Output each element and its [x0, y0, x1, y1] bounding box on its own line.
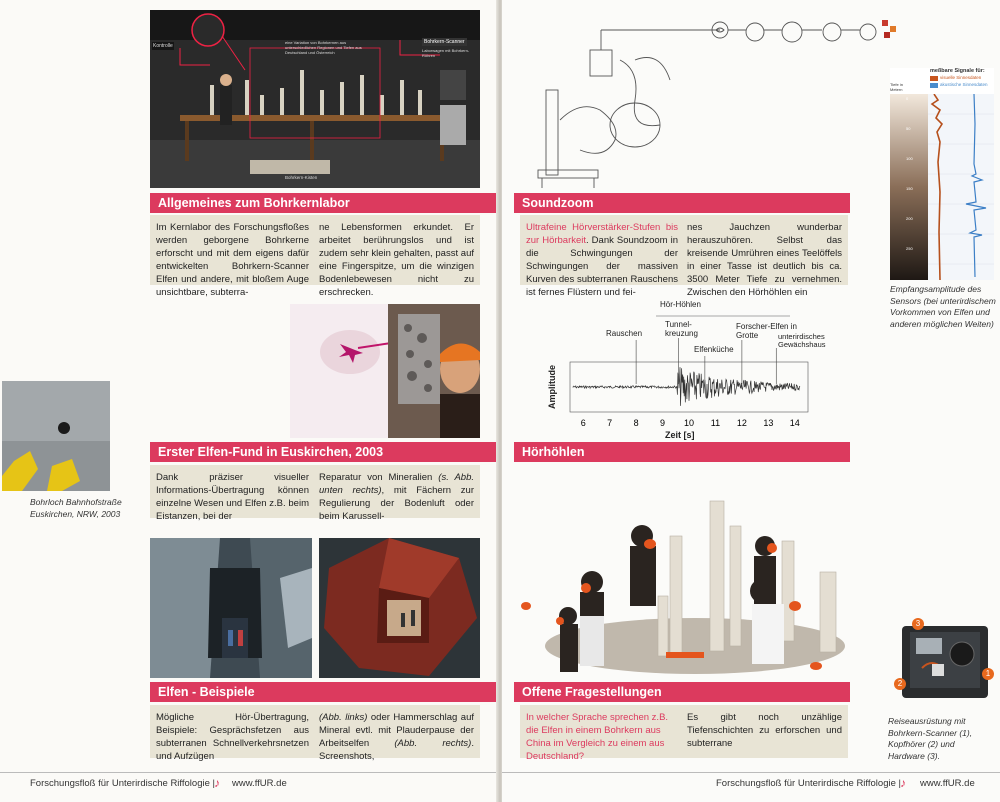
elfen-fund-col2-a: Reparatur von Mineralien	[319, 472, 439, 483]
amplitude-chart	[520, 298, 840, 443]
sensor-panel	[890, 68, 994, 280]
chart-annotation-elfenkueche: Elfenküche	[694, 345, 734, 354]
soundzoom-col1-rest: . Dank Soundzoom in die Schwingungen der Schwingungen der massiven Kurven des subterranen Rauschens ist fernes Flüstern und fei-	[526, 235, 678, 298]
x-tick-label: 7	[607, 418, 613, 428]
soundzoom-col2: nes Jauchzen wunderbar herauszuhören. Selbst das kreisende Umrühren eines Teelöffels in einer Tasse ist deutlich bis ca. 3500 Meter Tiefe zu vernehmen. Zwischen den Hörhöhlen ein	[687, 222, 842, 298]
equipment-badge-1: 1	[982, 668, 994, 680]
elfen-beispiele-col1: Mögliche Hör-Übertragung, Beispiele: Gesprächsfetzen aus subterranen Schnellverkehrsnetzen und Aufzügen	[156, 712, 309, 762]
x-ticks	[581, 418, 800, 428]
sensor-legend-visual-swatch	[930, 76, 938, 81]
lab-photo	[150, 10, 480, 188]
sensor-title: meßbare Signale für:	[930, 68, 985, 74]
sensor-tick: 150	[906, 186, 913, 191]
ice-tunnel-drawing	[150, 538, 312, 678]
sensor-tick: 250	[906, 246, 913, 251]
chart-annotation-tunnelkreuzung: Tunnel-kreuzung	[665, 320, 698, 338]
sensor-depth-label: Tiefe in Metern	[890, 82, 903, 92]
elfen-beispiele-col2	[319, 711, 474, 763]
soundzoom-col1-highlight: Ultrafeine Hörverstärker-Stufen bis zur Hörbarkeit	[526, 222, 678, 246]
sound-sketch	[520, 10, 900, 188]
mineral-drawing	[319, 538, 480, 678]
elf-find-photo	[290, 304, 480, 438]
chart-ylabel: Amplitude	[547, 365, 557, 409]
sensor-tick: 100	[906, 156, 913, 161]
sensor-legend-acoustic-swatch	[930, 83, 938, 88]
bohrkernlabor-col1: Im Kernlabor des Forschungsfloßes werden geborgene Bohrkerne erforscht und mit dem eigens dafür entwickelten Bohrkern-Scanner Elfen und andere, mit bloßem Auge unsichtbare, subterra-	[156, 222, 309, 298]
elfen-fund-col2	[319, 471, 474, 523]
offene-fragestellungen-col2: Es gibt noch unzählige Tiefenschichten zu erforschen und subterrane	[687, 712, 842, 749]
footer-logo-icon-right: ♪	[900, 776, 906, 790]
lab-label-bottom: Bohrkern-Kisten	[285, 175, 318, 180]
lab-label-center: eine Variation von Bohrkernen aus unterschiedlichen Regionen und Tiefen aus Deutschland und Österreich	[285, 40, 362, 55]
sensor-legend-visual: visuelle Sinnesdaten	[940, 75, 982, 80]
footer-name-left: Forschungsfloß für Unterirdische Riffologie |	[30, 778, 215, 789]
borehole-photo	[2, 381, 110, 491]
borehole-drawing	[2, 381, 110, 491]
x-tick-label: 12	[736, 418, 747, 428]
x-tick-label: 14	[789, 418, 800, 428]
chart-group-label: Hör-Höhlen	[660, 300, 701, 309]
x-tick-label: 11	[710, 418, 721, 428]
equipment-badge-2: 2	[894, 678, 906, 690]
section-title-offene-fragestellungen: Offene Fragestellungen	[514, 682, 850, 702]
bohrkernlabor-col2: ne Lebensformen erkundet. Er arbeitet berührungslos und ist zudem sehr klein gehalten, passt auf eine Fingerspitze, um die winzigen Bodenlebewesen nicht zu erschrecken.	[319, 222, 474, 298]
chart-xlabel: Zeit [s]	[665, 430, 695, 440]
elf-find-drawing	[290, 304, 480, 438]
footer-url-left[interactable]: www.ffUR.de	[232, 778, 287, 789]
mineral-photo	[319, 538, 480, 678]
left-page	[0, 0, 498, 802]
group-photo	[520, 496, 846, 676]
sensor-tick: 0	[906, 96, 909, 101]
section-title-elfen-beispiele: Elfen - Beispiele	[150, 682, 498, 702]
soundzoom-col1	[526, 221, 678, 299]
group-photo-drawing	[520, 496, 846, 676]
equipment-photo	[892, 618, 996, 704]
elfen-beispiele-col2-a: oder Hammerschlag auf Mineral evtl. mit Plauderpause der Arbeitselfen	[319, 712, 474, 749]
bohrkernlabor-text	[150, 215, 480, 298]
footer-url-right[interactable]: www.ffUR.de	[920, 778, 975, 789]
offene-fragestellungen-text	[520, 705, 848, 762]
sensor-ticks	[906, 96, 926, 276]
lab-label-right: Laborwagen mit Bohrkern-Röhren	[422, 48, 470, 58]
sensor-tick: 50	[906, 126, 911, 131]
right-page	[502, 0, 1000, 802]
x-tick-label: 13	[763, 418, 774, 428]
elfen-beispiele-col2-em2: (Abb. rechts)	[394, 738, 472, 749]
lab-label-top-right: Bohrkern-Scanner	[424, 39, 465, 45]
section-title-soundzoom: Soundzoom	[514, 193, 850, 213]
equipment-caption: Reiseausrüstung mit Bohrkern-Scanner (1), Kopfhörer (2) und Hardware (3).	[888, 716, 973, 761]
sound-sketch-drawing	[520, 10, 900, 188]
elfen-fund-text	[150, 465, 480, 522]
x-tick-label: 8	[633, 418, 639, 428]
section-title-bohrkernlabor: Allgemeines zum Bohrkernlabor	[150, 193, 498, 213]
equipment-drawing	[892, 618, 996, 704]
section-title-elfen-fund: Erster Elfen-Fund in Euskirchen, 2003	[150, 442, 498, 462]
soundzoom-text	[520, 215, 848, 298]
sensor-legend-acoustic: akustische Sinnesdaten	[940, 82, 988, 87]
offene-fragestellungen-col1: In welcher Sprache sprechen z.B. die Elfen in einem Bohrkern aus China im Vergleich zu einem aus Deutschland?	[526, 712, 669, 762]
lab-photo-drawing	[150, 10, 480, 188]
footer-line-right	[502, 772, 1000, 773]
footer-line-left	[0, 772, 498, 773]
elfen-beispiele-col2-em1: (Abb. links)	[319, 712, 368, 723]
chart-annotation-rauschen: Rauschen	[606, 329, 643, 338]
chart-annotation-forscher-elfen: Forscher-Elfen in Grotte	[736, 322, 797, 340]
borehole-caption: Bohrloch Bahnhofstraße Euskirchen, NRW, 2003	[30, 497, 122, 519]
signal-trace	[573, 367, 801, 406]
x-tick-label: 6	[580, 418, 586, 428]
elfen-fund-col2-em: (s. Abb. unten rechts)	[319, 472, 474, 496]
elfen-fund-col1: Dank präziser visueller Informations-Übertragung können einzelne Wesen und Elfen z.B. beim Eistanzen, bei der	[156, 472, 309, 522]
ice-tunnel-photo	[150, 538, 312, 678]
lab-label-top-left: Kontrolle	[153, 43, 173, 49]
x-tick-label: 10	[683, 418, 695, 428]
sensor-tick: 200	[906, 216, 913, 221]
footer-logo-icon-left: ♪	[214, 776, 220, 790]
x-tick-label: 9	[660, 418, 666, 428]
chart-annotation-gewaechshaus: unterirdisches Gewächshaus	[778, 332, 826, 349]
footer-name-right: Forschungsfloß für Unterirdische Riffologie |	[716, 778, 901, 789]
equipment-badge-3: 3	[912, 618, 924, 630]
elfen-beispiele-col2-b: . Screenshots,	[319, 738, 474, 762]
section-title-hoerhoehlen: Hörhöhlen	[514, 442, 850, 462]
elfen-fund-col2-b: , mit Fächern zur Regulierung der Bodenluft oder beim Karussell-	[319, 485, 474, 522]
sensor-caption: Empfangsamplitude des Sensors (bei unterirdischem Vorkommen von Elfen und anderen möglichen Weiten)	[890, 284, 996, 329]
elfen-beispiele-text	[150, 705, 480, 762]
